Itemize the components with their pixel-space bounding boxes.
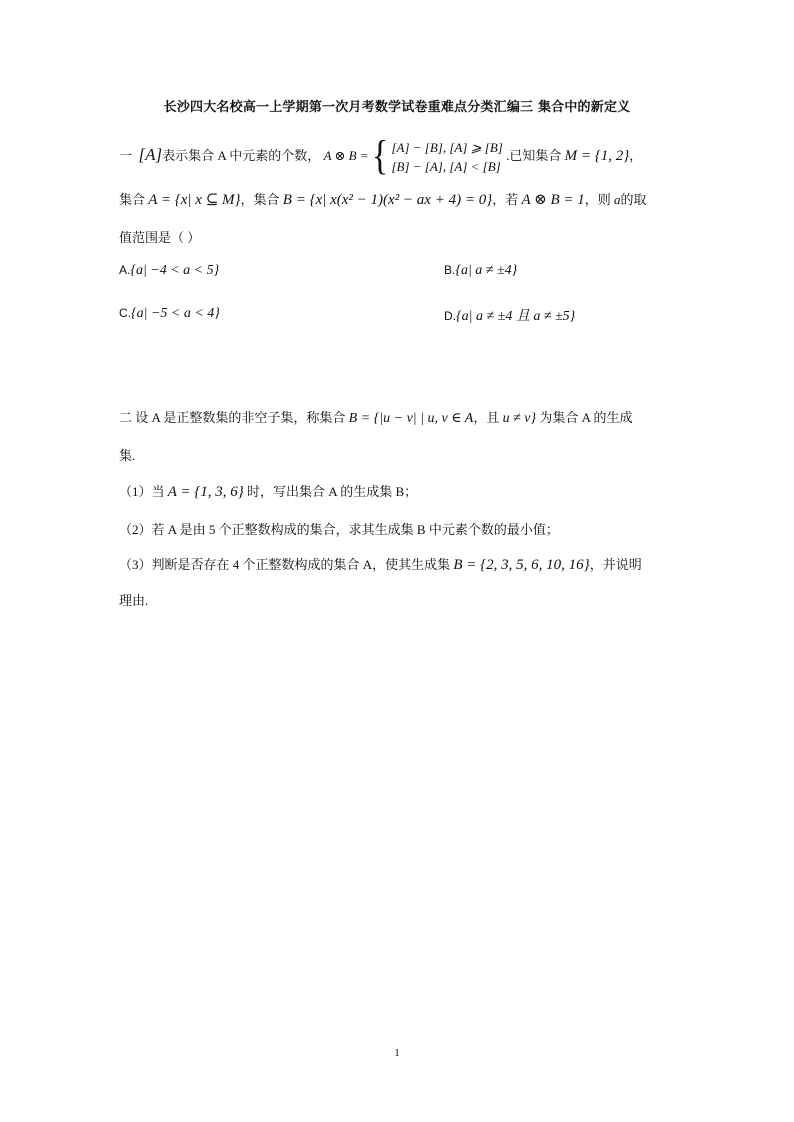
page-title: 长沙四大名校高一上学期第一次月考数学试卷重难点分类汇编三 集合中的新定义	[163, 100, 631, 115]
q1-tail: 的取	[620, 192, 647, 207]
option-a-text: {a| −4 < a < 5}	[130, 263, 220, 278]
q2-line1-formula: B = {|u − v| | u, v ∈ A	[348, 411, 474, 426]
q2-line1	[119, 408, 633, 429]
q1-case1: [A] − [B], [A] ⩾ [B]	[391, 140, 503, 155]
option-d-text: {a| a ≠ ±4 且 a ≠ ±5}	[456, 309, 576, 324]
q2-part1	[119, 482, 417, 502]
q1-known: .已知集合	[506, 147, 562, 163]
q1-cond: A ⊗ B = 1	[521, 192, 585, 208]
q2-line1-cond: u ≠ v}	[502, 411, 537, 426]
q1-A-def: A = {x| x ⊆ M}	[148, 192, 241, 208]
option-c-label: C.	[119, 306, 131, 320]
option-b-text: {a| a ≠ ±4}	[455, 263, 518, 278]
q1-cond-pre: ，若	[492, 192, 519, 207]
q1-line3: 值范围是（ ）	[119, 230, 201, 245]
q2-line1-c: 为集合 A 的生成	[539, 410, 633, 425]
q1-case2: [B] − [A], [A] < [B]	[391, 159, 501, 174]
q1-line2	[119, 190, 647, 210]
option-c	[119, 305, 220, 322]
q1-line1	[119, 134, 643, 179]
q2-part3	[119, 555, 642, 575]
q2-part2: （2）若 A 是由 5 个正整数构成的集合，求其生成集 B 中元素个数的最小值；	[119, 522, 559, 537]
option-c-text: {a| −5 < a < 4}	[131, 306, 220, 321]
q1-B-def: B = {x| x(x² − 1)(x² − ax + 4) = 0}	[282, 192, 493, 208]
q1-defn-label: [A]	[138, 144, 163, 164]
q1-line2-mid: ，集合	[240, 192, 280, 207]
q1-comma: ，	[629, 147, 643, 163]
q1-defn-text: 表示集合 A 中元素的个数，	[162, 147, 321, 163]
q2-part1-post: 时，写出集合 A 的生成集 B；	[247, 484, 418, 499]
q1-M-def: M = {1, 2}	[564, 147, 630, 164]
q2-line1-a: 二 设 A 是正整数集的非空子集，称集合	[119, 410, 346, 425]
option-d	[444, 305, 575, 325]
q2-part3-post: ，并说明	[589, 557, 642, 572]
option-b	[444, 262, 517, 279]
option-b-label: B.	[444, 263, 456, 277]
q1-op-lhs: A ⊗ B =	[323, 147, 369, 163]
q1-left-brace: {	[371, 134, 389, 179]
q2-part3-pre: （3）判断是否存在 4 个正整数构成的集合 A，使其生成集	[119, 557, 451, 572]
q2-part1-pre: （1）当	[119, 484, 165, 499]
q1-line2-pre: 集合	[119, 192, 146, 207]
q1-piecewise	[391, 138, 502, 176]
option-a-label: A.	[119, 263, 131, 277]
q2-part3-formula: B = {2, 3, 5, 6, 10, 16}	[453, 557, 590, 573]
q1-number: 一	[119, 147, 133, 163]
q2-line1-b: ，且	[473, 410, 500, 425]
q1-var-a: a	[614, 192, 621, 207]
q2-line2: 集.	[119, 448, 136, 463]
q2-part3-line2: 理由.	[119, 593, 149, 608]
q2-part1-formula: A = {1, 3, 6}	[167, 484, 244, 500]
q1-tail-pre: ，则	[584, 192, 611, 207]
option-a	[119, 262, 219, 279]
option-d-label: D.	[444, 309, 456, 323]
page-number: 1	[394, 1047, 400, 1059]
